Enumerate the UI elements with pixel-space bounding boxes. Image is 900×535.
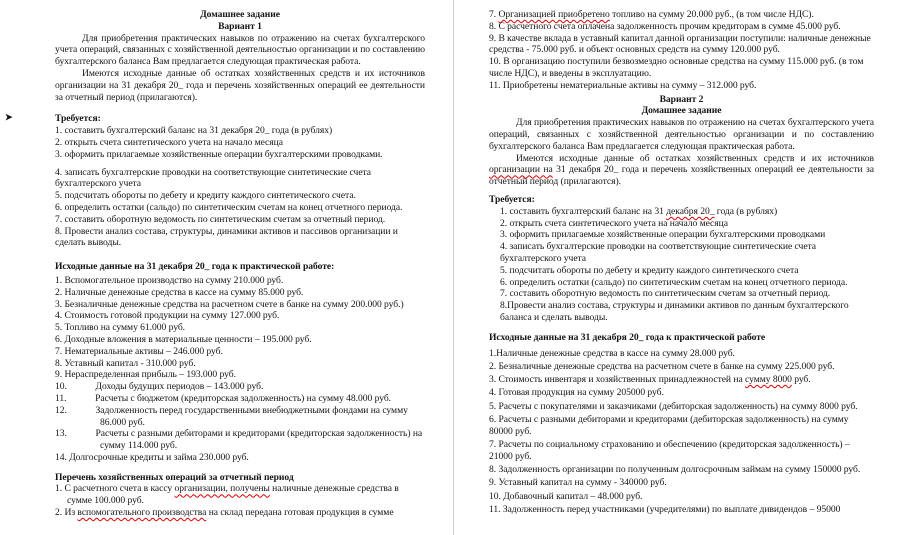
list-item: 1. С расчетного счета в кассу организации, получены наличные денежные средства в сумме 100.000 руб. bbox=[55, 483, 399, 507]
list-item: 11. Расчеты с бюджетом (кредиторская задолженность) на сумму 48.000 руб. bbox=[55, 392, 392, 404]
trebuetsya-list bbox=[55, 125, 425, 249]
operations-continued-list bbox=[489, 9, 874, 92]
list-item: 7. Расчеты по социальному страхованию и обеспечению (кредиторская задолженность) – 21000 руб. bbox=[489, 439, 850, 462]
trebuetsya-heading bbox=[5, 112, 425, 125]
list-item: 5. подсчитать обороты по дебету и кредиту каждого синтетического счета. bbox=[55, 190, 356, 202]
intro-paragraph-1: Для приобретения практических навыков по отражению на счетах бухгалтерского учета операций, связанных с хозяйственной деятельностью организации и по составлению бухгалтерского баланса Вам предлагается следующая практическая работа. bbox=[55, 32, 425, 68]
arrow-bullet-icon: ➤ bbox=[5, 112, 13, 123]
list-item: 5. Топливо на сумму 61.000 руб. bbox=[55, 322, 186, 334]
list-item: 10. Доходы будущих периодов – 143.000 руб. bbox=[55, 381, 264, 393]
list-item: 10. В организацию поступили безвозмездно основные средства на сумму 115.000 руб. (в том числе НДС), и введены в эксплуатацию. bbox=[489, 56, 864, 79]
operations-list bbox=[55, 483, 425, 518]
list-item: 1.Наличные денежные средства в кассе на сумму 28.000 руб. bbox=[489, 347, 735, 359]
intro-paragraph-1: Для приобретения практических навыков по отражению на счетах бухгалтерского учета операций, связанных с хозяйственной деятельностью организации и по составлению бухгалтерского баланса Вам предлагается следующая практическая работа. bbox=[489, 117, 874, 152]
list-item: 5. Расчеты с покупателями и заказчиками (дебиторская задолженность) на сумму 8000 руб. bbox=[489, 400, 858, 412]
list-item: 6. Расчеты с разными дебиторами и кредиторами (дебиторская задолженность) на сумму 80000 руб. bbox=[489, 414, 849, 437]
list-item: 11. Приобретены нематериальные активы на сумму – 312.000 руб. bbox=[489, 79, 757, 91]
list-item: 7. составить оборотную ведомость по синтетическим счетам за отчетный период. bbox=[55, 213, 386, 225]
operations-heading: Перечень хозяйственных операций за отчетный период bbox=[55, 471, 294, 483]
list-item: 3. Стоимость инвентаря и хозяйственных принадлежностей на сумму 8000 руб. bbox=[489, 374, 811, 386]
spellcheck-underline: декабря 20_ bbox=[666, 205, 715, 217]
spellcheck-underline: организации на bbox=[489, 164, 553, 176]
list-item: 2. Безналичные денежные средства на расчетном счете в банке на сумму 225.000 руб. bbox=[489, 360, 835, 372]
list-item: 4. записать бухгалтерские проводки на соответствующие синтетические счета бухгалтерского учета bbox=[55, 166, 372, 190]
list-item: 8.Провести анализ состава, структуры и динамики активов по данным бухгалтерского баланса и сделать выводы. bbox=[500, 300, 849, 323]
list-item: 13. Расчеты с разными дебиторами и кредиторами (кредиторская задолженность) на сумму 114.000 руб. bbox=[55, 428, 423, 452]
list-item: 7. составить оборотную ведомость по синтетическим счетам за отчетный период. bbox=[500, 288, 831, 300]
list-item: 4. записать бухгалтерские проводки на соответствующие синтетические счета бухгалтерского учета bbox=[500, 241, 817, 264]
initial-data-list bbox=[489, 348, 874, 516]
list-item: 3. оформить прилагаемые хозяйственные операции бухгалтерскими проводками bbox=[500, 229, 826, 241]
list-item: 1. составить бухгалтерский баланс на 31 декабря 20_ года (в рублях) bbox=[500, 205, 778, 217]
spellcheck-underline: вспомогательного производства bbox=[77, 507, 207, 519]
spellcheck-underline: сумму 8000 bbox=[745, 374, 792, 386]
list-item: 4. Готовая продукция на сумму 205000 руб. bbox=[489, 387, 664, 399]
list-item: 4. Стоимость готовой продукции на сумму 127.000 руб. bbox=[55, 310, 280, 322]
list-item: 9. В качестве вклада в уставный капитал данной организации поступили: наличные денежные средства - 75.000 руб. и объект основных средств на сумму 120.000 руб. bbox=[489, 32, 871, 56]
spellcheck-underline: Организацией приобретено bbox=[498, 9, 610, 20]
list-item: 6. Доходные вложения в материальные ценности – 195.000 руб. bbox=[55, 333, 312, 345]
intro-paragraph-2: Имеются исходные данные об остатках хозяйственных средств и их источников организации на 31 декабря 20_ года и перечень хозяйственных операций ее деятельности за отчетный период (прилагаются). bbox=[489, 152, 874, 188]
list-item: 14. Долгосрочные кредиты и займа 230.000 руб. bbox=[55, 451, 249, 463]
list-item: 2. Наличные денежные средства в кассе на сумму 85.000 руб. bbox=[55, 286, 304, 298]
list-item: 7. Нематериальные активы – 246.000 руб. bbox=[55, 345, 223, 357]
list-item: 3. Безналичные денежные средства на расчетном счете в банке на сумму 200.000 руб.) bbox=[55, 298, 404, 310]
list-item: 9. Нераспределенная прибыль – 193.000 руб. bbox=[55, 369, 236, 381]
trebuetsya-heading: Требуется: bbox=[489, 193, 535, 205]
list-item: 6. определить остатки (сальдо) по синтетическим счетам на конец отчетного периода. bbox=[500, 276, 848, 288]
list-item: 3. оформить прилагаемые хозяйственные операции бухгалтерскими проводками. bbox=[55, 148, 383, 160]
list-item: 9. Уставный капитал на сумму - 340000 руб. bbox=[489, 477, 667, 489]
initial-data-list bbox=[55, 275, 425, 464]
list-item: 11. Задолженность перед участниками (учредителями) по выплате дивидендов – 95000 bbox=[489, 504, 841, 516]
list-item: 8. Задолженность организации по полученным долгосрочным займам на сумму 150000 руб. bbox=[489, 464, 861, 476]
initial-data-heading: Исходные данные на 31 декабря 20_ года к практической работе: bbox=[55, 261, 335, 273]
doc-title: Домашнее задание bbox=[200, 9, 280, 20]
initial-data-heading: Исходные данные на 31 декабря 20_ года к практической работе bbox=[489, 331, 766, 343]
variant-1-heading: Вариант 1 bbox=[218, 20, 262, 32]
trebuetsya-heading-text: Требуется: bbox=[55, 113, 101, 125]
list-item: 8. Уставный капитал - 310.000 руб. bbox=[55, 357, 196, 369]
variant-2-heading: Вариант 2 bbox=[659, 93, 704, 105]
list-item: 2. открыть счета синтетического учета на начало месяца bbox=[55, 136, 283, 148]
list-item: 7. Организацией приобретено топливо на сумму 20.000 руб., (в том числе НДС). bbox=[489, 9, 814, 20]
spellcheck-underline: организации, получены bbox=[174, 483, 270, 495]
list-item: 2. открыть счета синтетического учета на начало месяца bbox=[500, 217, 728, 229]
list-item: 12. Задолженность перед государственными внебюджетными фондами на сумму 86.000 руб. bbox=[55, 404, 408, 428]
intro-paragraph-2: Имеются исходные данные об остатках хозяйственных средств и их источников организации на 31 декабря 20_ года и перечень хозяйственных операций ее деятельности за отчетный период (прилагаются). bbox=[55, 67, 425, 103]
list-item: 6. определить остатки (сальдо) по синтетическим счетам на конец отчетного периода. bbox=[55, 201, 403, 213]
list-item: 1. составить бухгалтерский баланс на 31 декабря 20_ года (в рублях) bbox=[55, 125, 333, 137]
list-item: 10. Добавочный капитал – 48.000 руб. bbox=[489, 490, 643, 502]
list-item: 5. подсчитать обороты по дебету и кредиту каждого синтетического счета bbox=[500, 264, 799, 276]
list-item: 2. Из вспомогательного производства на склад передана готовая продукция в сумме bbox=[55, 507, 394, 519]
list-item: 8. Провести анализ состава, структуры, динамики активов и пассивов организации и сделать выводы. bbox=[55, 225, 398, 249]
list-item: 8. С расчетного счета оплачена задолженность прочим кредиторам в сумме 45.000 руб. bbox=[489, 20, 841, 32]
page-divider bbox=[453, 0, 454, 535]
trebuetsya-list bbox=[489, 206, 874, 324]
list-item: 1. Вспомогательное производство на сумму 210.000 руб. bbox=[55, 274, 284, 286]
page-1 bbox=[5, 9, 425, 519]
doc-title: Домашнее задание bbox=[641, 105, 722, 117]
page-2 bbox=[489, 9, 874, 516]
